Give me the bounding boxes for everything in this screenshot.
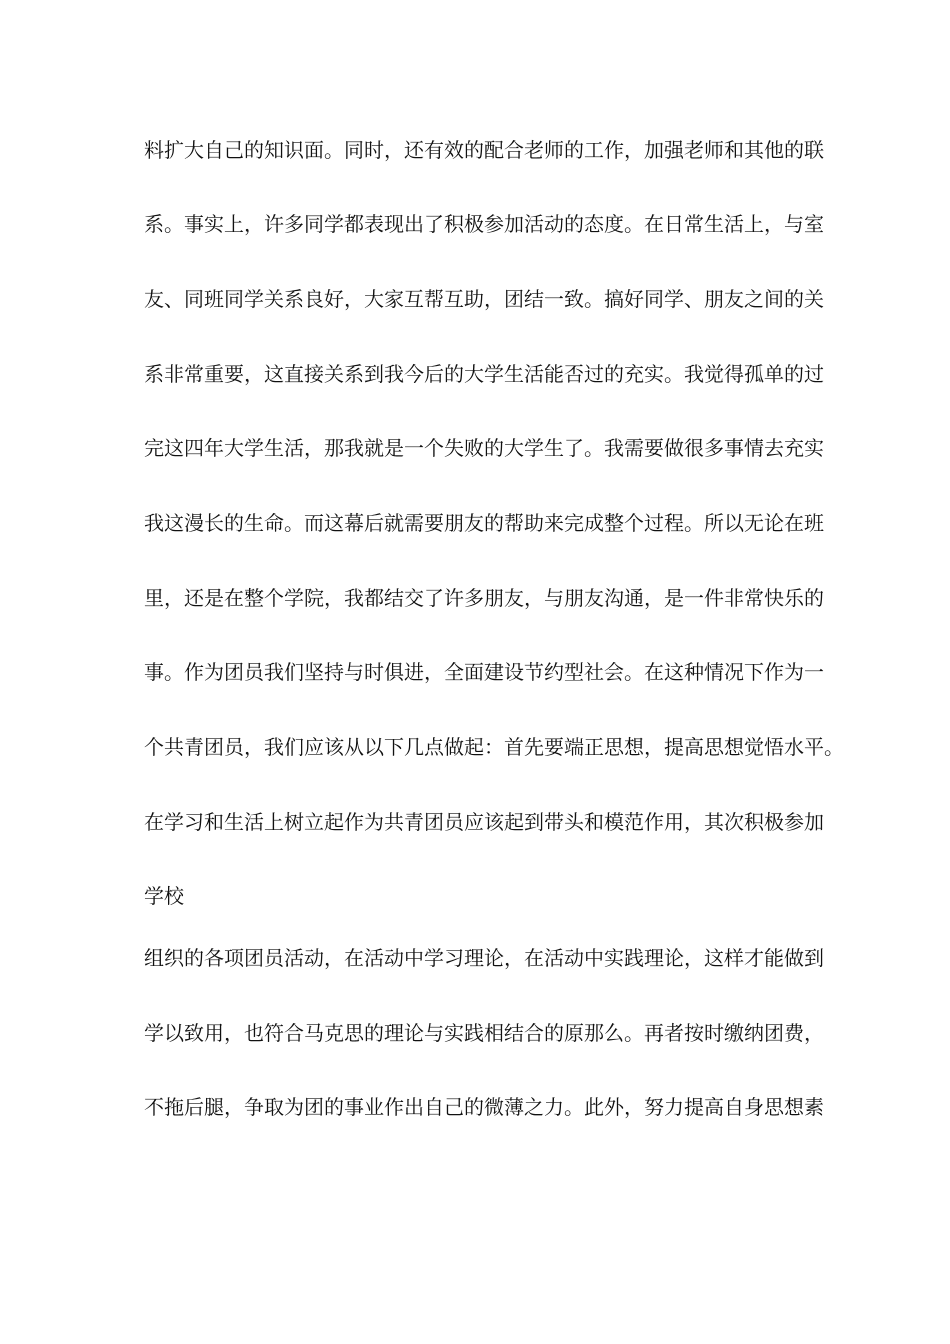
paragraph-line: 系。事实上，许多同学都表现出了积极参加活动的态度。在日常生活上，与室	[144, 212, 824, 236]
paragraph-line: 在学习和生活上树立起作为共青团员应该起到带头和模范作用，其次积极参加	[144, 810, 824, 834]
paragraph-line: 我这漫长的生命。而这幕后就需要朋友的帮助来完成整个过程。所以无论在班	[144, 511, 824, 535]
paragraph-line: 友、同班同学关系良好，大家互帮互助，团结一致。搞好同学、朋友之间的关	[144, 287, 824, 311]
paragraph-line: 学以致用，也符合马克思的理论与实践相结合的原那么。再者按时缴纳团费，	[144, 1021, 824, 1045]
paragraph-line: 个共青团员，我们应该从以下几点做起：首先要端正思想，提高思想觉悟水平。	[144, 735, 844, 759]
paragraph-line: 系非常重要，这直接关系到我今后的大学生活能否过的充实。我觉得孤单的过	[144, 362, 824, 386]
paragraph-line: 组织的各项团员活动，在活动中学习理论，在活动中实践理论，这样才能做到	[144, 946, 824, 970]
paragraph-line: 里，还是在整个学院，我都结交了许多朋友，与朋友沟通，是一件非常快乐的	[144, 586, 824, 610]
paragraph-line: 事。作为团员我们坚持与时俱进，全面建设节约型社会。在这种情况下作为一	[144, 660, 824, 684]
paragraph-line: 料扩大自己的知识面。同时，还有效的配合老师的工作，加强老师和其他的联	[144, 138, 824, 162]
paragraph-line: 完这四年大学生活，那我就是一个失败的大学生了。我需要做很多事情去充实	[144, 436, 824, 460]
paragraph-line: 学校	[144, 884, 184, 908]
paragraph-line: 不拖后腿，争取为团的事业作出自己的微薄之力。此外，努力提高自身思想素	[144, 1095, 824, 1119]
